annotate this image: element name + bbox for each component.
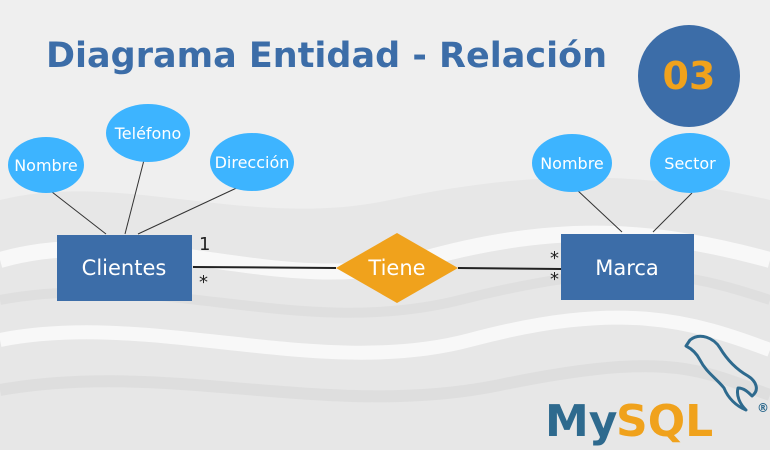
svg-text:®: ® [757, 401, 769, 415]
connector-sector-marca [653, 193, 692, 232]
attribute-sector-marca [650, 133, 730, 193]
relation-line-right [458, 268, 561, 269]
svg-text:My: My [545, 396, 618, 447]
svg-text:Clientes: Clientes [81, 256, 167, 280]
svg-text:Teléfono: Teléfono [114, 124, 182, 143]
cardinality-left-top: 1 [199, 234, 211, 255]
connector-direccion-clientes [138, 185, 243, 234]
svg-text:Tiene: Tiene [368, 256, 426, 280]
cardinality-right-top: * [550, 248, 559, 269]
attribute-telefono-clientes [106, 104, 190, 162]
svg-text:Nombre: Nombre [540, 154, 604, 173]
relationship-tiene [336, 233, 458, 303]
svg-text:SQL: SQL [616, 396, 714, 447]
attribute-direccion-clientes [210, 133, 294, 191]
svg-text:Sector: Sector [664, 154, 716, 173]
mysql-logo [545, 336, 769, 447]
relation-line-left [193, 267, 336, 268]
entity-marca [561, 234, 694, 300]
entity-clientes [57, 235, 192, 301]
svg-text:Nombre: Nombre [14, 156, 78, 175]
attribute-nombre-marca [532, 134, 612, 192]
svg-text:Dirección: Dirección [214, 153, 290, 172]
connector-nombre-marca [576, 189, 622, 232]
cardinality-left-bottom: * [199, 272, 208, 293]
number-badge: 03 [638, 25, 740, 127]
connector-telefono-clientes [125, 160, 144, 234]
svg-text:Marca: Marca [595, 256, 659, 280]
cardinality-right-bottom: * [550, 269, 559, 290]
connector-nombre-clientes [52, 192, 106, 234]
attribute-nombre-clientes [8, 137, 84, 193]
page-title: Diagrama Entidad - Relación [46, 36, 608, 76]
